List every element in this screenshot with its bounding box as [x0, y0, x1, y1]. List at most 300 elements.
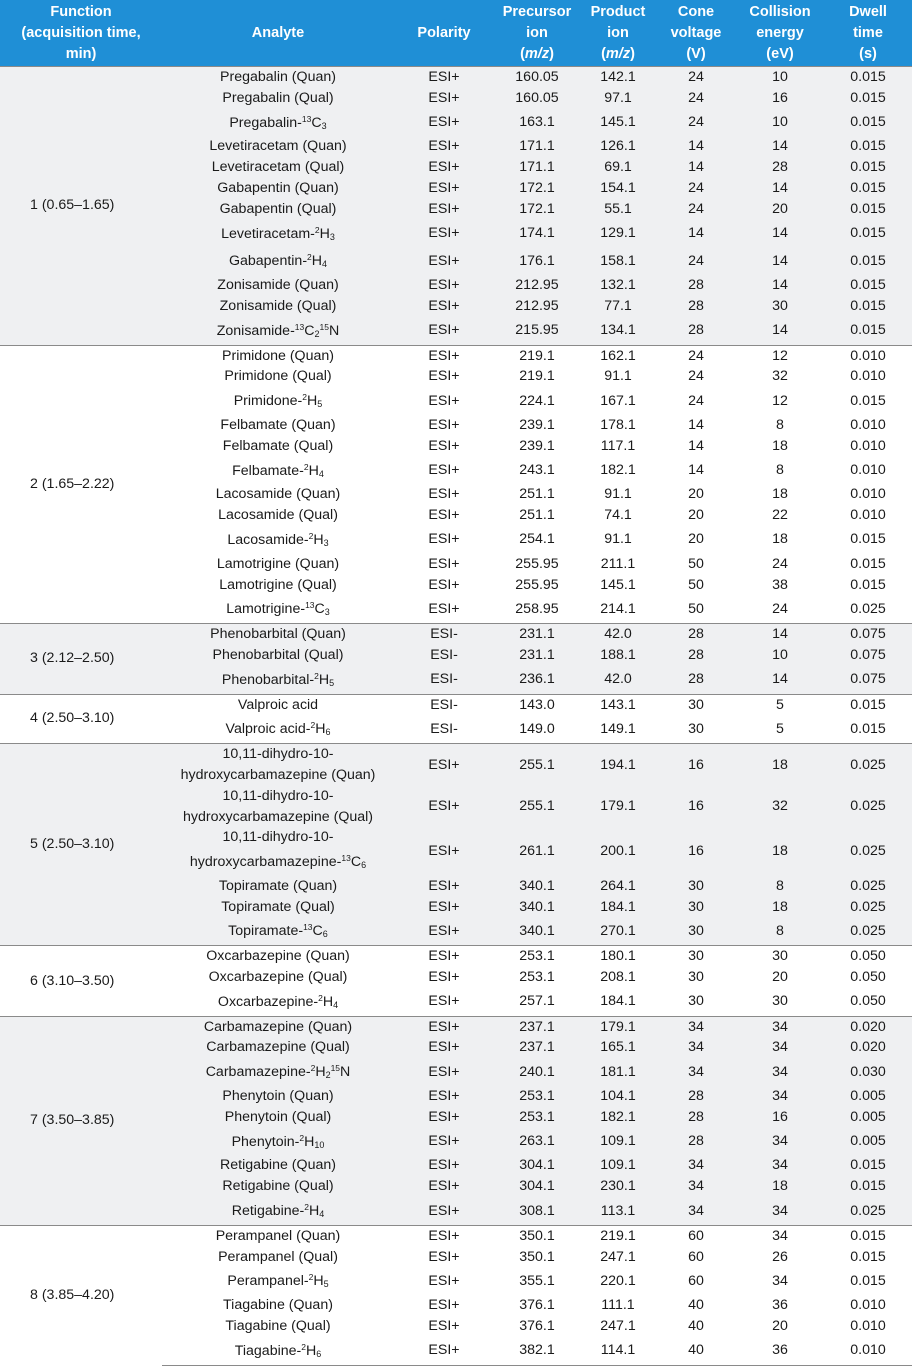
- analyte-cell: Lamotrigine-$^{13}C_3$: [162, 595, 394, 623]
- collision-cell: 5: [736, 715, 824, 743]
- polarity-cell: ESI+: [394, 345, 494, 366]
- cone-cell: 34: [656, 1037, 736, 1058]
- product-cell: 264.1: [580, 876, 656, 897]
- collision-cell: 22: [736, 505, 824, 526]
- collision-cell: 8: [736, 457, 824, 485]
- analyte-cell: Valproic acid-$^2H_6$: [162, 715, 394, 743]
- product-cell: 97.1: [580, 88, 656, 109]
- cone-cell: 24: [656, 247, 736, 275]
- polarity-cell: ESI+: [394, 827, 494, 876]
- product-cell: 91.1: [580, 484, 656, 505]
- cone-cell: 28: [656, 1107, 736, 1128]
- product-cell: 42.0: [580, 666, 656, 694]
- collision-cell: 36: [736, 1295, 824, 1316]
- cone-cell: 14: [656, 436, 736, 457]
- collision-cell: 32: [736, 366, 824, 387]
- product-cell: 247.1: [580, 1316, 656, 1337]
- collision-cell: 8: [736, 917, 824, 945]
- polarity-cell: ESI+: [394, 786, 494, 828]
- dwell-cell: 0.015: [824, 220, 912, 248]
- analyte-cell: Felbamate-$^2H_4$: [162, 457, 394, 485]
- function-group: [0, 694, 912, 744]
- precursor-cell: 224.1: [494, 387, 580, 415]
- polarity-cell: ESI+: [394, 946, 494, 967]
- polarity-cell: ESI+: [394, 157, 494, 178]
- analyte-cell: Tiagabine-$^2H_6$: [162, 1337, 394, 1365]
- polarity-cell: ESI+: [394, 247, 494, 275]
- product-cell: 134.1: [580, 317, 656, 345]
- analyte-cell: Primidone-$^2H_5$: [162, 387, 394, 415]
- dwell-cell: 0.025: [824, 827, 912, 876]
- collision-cell: 34: [736, 1225, 824, 1246]
- polarity-cell: ESI+: [394, 1107, 494, 1128]
- collision-cell: 14: [736, 178, 824, 199]
- dwell-cell: 0.050: [824, 967, 912, 988]
- function-cell: 3 (2.12–2.50): [0, 624, 162, 694]
- product-cell: 142.1: [580, 67, 656, 88]
- cone-cell: 34: [656, 1155, 736, 1176]
- precursor-cell: 172.1: [494, 178, 580, 199]
- dwell-cell: 0.015: [824, 1155, 912, 1176]
- precursor-cell: 255.1: [494, 744, 580, 786]
- precursor-cell: 376.1: [494, 1295, 580, 1316]
- analyte-cell: Phenobarbital (Qual): [162, 645, 394, 666]
- analyte-cell: Levetiracetam (Quan): [162, 136, 394, 157]
- polarity-cell: ESI+: [394, 744, 494, 786]
- collision-cell: 14: [736, 624, 824, 645]
- cone-cell: 60: [656, 1225, 736, 1246]
- product-cell: 158.1: [580, 247, 656, 275]
- dwell-cell: 0.005: [824, 1107, 912, 1128]
- precursor-cell: 253.1: [494, 967, 580, 988]
- analyte-cell: Perampanel (Quan): [162, 1225, 394, 1246]
- product-cell: 149.1: [580, 715, 656, 743]
- collision-cell: 28: [736, 157, 824, 178]
- collision-cell: 18: [736, 526, 824, 554]
- analyte-cell: Pregabalin (Quan): [162, 67, 394, 88]
- polarity-cell: ESI+: [394, 109, 494, 137]
- dwell-cell: 0.010: [824, 345, 912, 366]
- analyte-cell: Topiramate (Qual): [162, 897, 394, 918]
- polarity-cell: ESI+: [394, 1176, 494, 1197]
- precursor-cell: 212.95: [494, 296, 580, 317]
- product-cell: 109.1: [580, 1128, 656, 1156]
- collision-cell: 32: [736, 786, 824, 828]
- precursor-cell: 172.1: [494, 199, 580, 220]
- function-group: [0, 1016, 912, 1225]
- function-group: [0, 1225, 912, 1365]
- polarity-cell: ESI+: [394, 317, 494, 345]
- function-group: [0, 624, 912, 694]
- function-cell: 7 (3.50–3.85): [0, 1016, 162, 1225]
- dwell-cell: 0.010: [824, 366, 912, 387]
- collision-cell: 34: [736, 1037, 824, 1058]
- function-cell: 1 (0.65–1.65): [0, 67, 162, 346]
- polarity-cell: ESI+: [394, 415, 494, 436]
- cone-cell: 24: [656, 387, 736, 415]
- precursor-cell: 263.1: [494, 1128, 580, 1156]
- precursor-cell: 350.1: [494, 1247, 580, 1268]
- precursor-cell: 236.1: [494, 666, 580, 694]
- polarity-cell: ESI+: [394, 275, 494, 296]
- analyte-cell: Retigabine-$^2H_4$: [162, 1197, 394, 1225]
- collision-cell: 14: [736, 275, 824, 296]
- collision-cell: 34: [736, 1155, 824, 1176]
- collision-cell: 14: [736, 220, 824, 248]
- precursor-cell: 304.1: [494, 1176, 580, 1197]
- analyte-cell: Phenobarbital-$^2H_5$: [162, 666, 394, 694]
- polarity-cell: ESI+: [394, 1197, 494, 1225]
- precursor-cell: 143.0: [494, 694, 580, 715]
- product-cell: 247.1: [580, 1247, 656, 1268]
- analyte-cell: Retigabine (Quan): [162, 1155, 394, 1176]
- cone-cell: 30: [656, 917, 736, 945]
- precursor-cell: 149.0: [494, 715, 580, 743]
- col-header-function: Function (acquisition time, min): [0, 0, 162, 67]
- collision-cell: 14: [736, 136, 824, 157]
- polarity-cell: ESI+: [394, 1316, 494, 1337]
- polarity-cell: ESI+: [394, 88, 494, 109]
- dwell-cell: 0.015: [824, 88, 912, 109]
- analyte-cell: Retigabine (Qual): [162, 1176, 394, 1197]
- dwell-cell: 0.015: [824, 275, 912, 296]
- analyte-cell: Lamotrigine (Quan): [162, 554, 394, 575]
- precursor-cell: 212.95: [494, 275, 580, 296]
- cone-cell: 50: [656, 595, 736, 623]
- polarity-cell: ESI+: [394, 484, 494, 505]
- analyte-cell: Levetiracetam (Qual): [162, 157, 394, 178]
- product-cell: 180.1: [580, 946, 656, 967]
- cone-cell: 24: [656, 366, 736, 387]
- collision-cell: 34: [736, 1197, 824, 1225]
- table-row: [0, 694, 912, 715]
- cone-cell: 14: [656, 457, 736, 485]
- cone-cell: 24: [656, 67, 736, 88]
- cone-cell: 28: [656, 645, 736, 666]
- function-group: [0, 67, 912, 346]
- cone-cell: 28: [656, 1086, 736, 1107]
- dwell-cell: 0.050: [824, 988, 912, 1016]
- dwell-cell: 0.015: [824, 1176, 912, 1197]
- polarity-cell: ESI+: [394, 436, 494, 457]
- cone-cell: 40: [656, 1295, 736, 1316]
- dwell-cell: 0.025: [824, 744, 912, 786]
- dwell-cell: 0.025: [824, 917, 912, 945]
- polarity-cell: ESI+: [394, 1086, 494, 1107]
- product-cell: 200.1: [580, 827, 656, 876]
- precursor-cell: 253.1: [494, 946, 580, 967]
- collision-cell: 5: [736, 694, 824, 715]
- analyte-cell: Valproic acid: [162, 694, 394, 715]
- precursor-cell: 254.1: [494, 526, 580, 554]
- polarity-cell: ESI+: [394, 1247, 494, 1268]
- product-cell: 162.1: [580, 345, 656, 366]
- cone-cell: 30: [656, 694, 736, 715]
- product-cell: 74.1: [580, 505, 656, 526]
- collision-cell: 34: [736, 1016, 824, 1037]
- precursor-cell: 350.1: [494, 1225, 580, 1246]
- product-cell: 270.1: [580, 917, 656, 945]
- product-cell: 181.1: [580, 1058, 656, 1086]
- table-row: [0, 67, 912, 88]
- analyte-cell: Gabapentin (Qual): [162, 199, 394, 220]
- cone-cell: 30: [656, 876, 736, 897]
- function-cell: 2 (1.65–2.22): [0, 345, 162, 624]
- precursor-cell: 215.95: [494, 317, 580, 345]
- collision-cell: 14: [736, 247, 824, 275]
- product-cell: 214.1: [580, 595, 656, 623]
- analyte-cell: Carbamazepine-$^2H_2^{15}N$: [162, 1058, 394, 1086]
- product-cell: 129.1: [580, 220, 656, 248]
- cone-cell: 20: [656, 526, 736, 554]
- analyte-cell: Zonisamide (Quan): [162, 275, 394, 296]
- polarity-cell: ESI+: [394, 199, 494, 220]
- collision-cell: 34: [736, 1267, 824, 1295]
- polarity-cell: ESI-: [394, 624, 494, 645]
- precursor-cell: 240.1: [494, 1058, 580, 1086]
- dwell-cell: 0.015: [824, 1225, 912, 1246]
- polarity-cell: ESI+: [394, 505, 494, 526]
- product-cell: 126.1: [580, 136, 656, 157]
- function-group: [0, 345, 912, 624]
- cone-cell: 60: [656, 1247, 736, 1268]
- collision-cell: 18: [736, 744, 824, 786]
- collision-cell: 18: [736, 436, 824, 457]
- product-cell: 182.1: [580, 1107, 656, 1128]
- collision-cell: 10: [736, 645, 824, 666]
- precursor-cell: 171.1: [494, 136, 580, 157]
- polarity-cell: ESI+: [394, 178, 494, 199]
- product-cell: 117.1: [580, 436, 656, 457]
- polarity-cell: ESI+: [394, 220, 494, 248]
- precursor-cell: 255.95: [494, 575, 580, 596]
- polarity-cell: ESI+: [394, 1016, 494, 1037]
- collision-cell: 24: [736, 554, 824, 575]
- col-header-precursor-ion: Precursor ion (m/z): [494, 0, 580, 67]
- dwell-cell: 0.015: [824, 109, 912, 137]
- collision-cell: 8: [736, 876, 824, 897]
- product-cell: 104.1: [580, 1086, 656, 1107]
- dwell-cell: 0.010: [824, 505, 912, 526]
- analyte-cell: Lacosamide (Quan): [162, 484, 394, 505]
- cone-cell: 14: [656, 136, 736, 157]
- collision-cell: 18: [736, 1176, 824, 1197]
- col-header-product-ion: Product ion (m/z): [580, 0, 656, 67]
- product-cell: 211.1: [580, 554, 656, 575]
- cone-cell: 24: [656, 88, 736, 109]
- precursor-cell: 176.1: [494, 247, 580, 275]
- analyte-cell: Lacosamide-$^2H_3$: [162, 526, 394, 554]
- cone-cell: 14: [656, 415, 736, 436]
- precursor-cell: 171.1: [494, 157, 580, 178]
- cone-cell: 40: [656, 1337, 736, 1365]
- cone-cell: 16: [656, 827, 736, 876]
- dwell-cell: 0.005: [824, 1086, 912, 1107]
- precursor-cell: 160.05: [494, 67, 580, 88]
- collision-cell: 18: [736, 897, 824, 918]
- product-cell: 55.1: [580, 199, 656, 220]
- precursor-cell: 340.1: [494, 917, 580, 945]
- product-cell: 178.1: [580, 415, 656, 436]
- dwell-cell: 0.025: [824, 897, 912, 918]
- analyte-cell: Pregabalin-$^{13}C_3$: [162, 109, 394, 137]
- function-cell: 8 (3.85–4.20): [0, 1225, 162, 1365]
- dwell-cell: 0.010: [824, 1295, 912, 1316]
- product-cell: 182.1: [580, 457, 656, 485]
- product-cell: 154.1: [580, 178, 656, 199]
- cone-cell: 28: [656, 275, 736, 296]
- dwell-cell: 0.020: [824, 1037, 912, 1058]
- analyte-cell: Tiagabine (Quan): [162, 1295, 394, 1316]
- dwell-cell: 0.010: [824, 484, 912, 505]
- analyte-cell: 10,11-dihydro-10- hydroxycarbamazepine (Qual): [162, 786, 394, 828]
- collision-cell: 16: [736, 1107, 824, 1128]
- precursor-cell: 355.1: [494, 1267, 580, 1295]
- product-cell: 194.1: [580, 744, 656, 786]
- dwell-cell: 0.015: [824, 296, 912, 317]
- cone-cell: 28: [656, 666, 736, 694]
- precursor-cell: 231.1: [494, 624, 580, 645]
- dwell-cell: 0.015: [824, 694, 912, 715]
- table-row: [0, 946, 912, 967]
- precursor-cell: 308.1: [494, 1197, 580, 1225]
- dwell-cell: 0.030: [824, 1058, 912, 1086]
- cone-cell: 28: [656, 317, 736, 345]
- analyte-cell: Phenytoin (Qual): [162, 1107, 394, 1128]
- precursor-cell: 340.1: [494, 897, 580, 918]
- dwell-cell: 0.015: [824, 1247, 912, 1268]
- cone-cell: 50: [656, 554, 736, 575]
- product-cell: 165.1: [580, 1037, 656, 1058]
- precursor-cell: 257.1: [494, 988, 580, 1016]
- precursor-cell: 174.1: [494, 220, 580, 248]
- collision-cell: 10: [736, 67, 824, 88]
- collision-cell: 34: [736, 1086, 824, 1107]
- cone-cell: 34: [656, 1197, 736, 1225]
- product-cell: 179.1: [580, 786, 656, 828]
- product-cell: 145.1: [580, 109, 656, 137]
- cone-cell: 30: [656, 946, 736, 967]
- function-cell: 4 (2.50–3.10): [0, 694, 162, 744]
- polarity-cell: ESI+: [394, 366, 494, 387]
- analyte-cell: Topiramate-$^{13}C_6$: [162, 917, 394, 945]
- polarity-cell: ESI+: [394, 1225, 494, 1246]
- function-cell: 5 (2.50–3.10): [0, 744, 162, 946]
- polarity-cell: ESI+: [394, 526, 494, 554]
- polarity-cell: ESI+: [394, 917, 494, 945]
- cone-cell: 28: [656, 624, 736, 645]
- polarity-cell: ESI+: [394, 876, 494, 897]
- analyte-cell: Oxcarbazepine (Quan): [162, 946, 394, 967]
- dwell-cell: 0.075: [824, 645, 912, 666]
- collision-cell: 20: [736, 967, 824, 988]
- cone-cell: 34: [656, 1058, 736, 1086]
- collision-cell: 38: [736, 575, 824, 596]
- product-cell: 230.1: [580, 1176, 656, 1197]
- dwell-cell: 0.010: [824, 1316, 912, 1337]
- dwell-cell: 0.025: [824, 876, 912, 897]
- collision-cell: 36: [736, 1337, 824, 1365]
- analyte-cell: Phenytoin (Quan): [162, 1086, 394, 1107]
- polarity-cell: ESI+: [394, 296, 494, 317]
- product-cell: 208.1: [580, 967, 656, 988]
- polarity-cell: ESI+: [394, 1128, 494, 1156]
- dwell-cell: 0.015: [824, 387, 912, 415]
- product-cell: 69.1: [580, 157, 656, 178]
- analyte-cell: Phenobarbital (Quan): [162, 624, 394, 645]
- dwell-cell: 0.015: [824, 715, 912, 743]
- cone-cell: 24: [656, 178, 736, 199]
- analyte-cell: Zonisamide-$^{13}C_2^{15}N$: [162, 317, 394, 345]
- collision-cell: 12: [736, 345, 824, 366]
- analyte-cell: 10,11-dihydro-10- hydroxycarbamazepine (Quan): [162, 744, 394, 786]
- function-group: [0, 946, 912, 1016]
- dwell-cell: 0.015: [824, 136, 912, 157]
- dwell-cell: 0.015: [824, 526, 912, 554]
- collision-cell: 10: [736, 109, 824, 137]
- dwell-cell: 0.010: [824, 1337, 912, 1365]
- dwell-cell: 0.025: [824, 1197, 912, 1225]
- precursor-cell: 243.1: [494, 457, 580, 485]
- product-cell: 179.1: [580, 1016, 656, 1037]
- collision-cell: 16: [736, 88, 824, 109]
- product-cell: 145.1: [580, 575, 656, 596]
- collision-cell: 34: [736, 1128, 824, 1156]
- polarity-cell: ESI+: [394, 988, 494, 1016]
- precursor-cell: 231.1: [494, 645, 580, 666]
- analyte-cell: Felbamate (Qual): [162, 436, 394, 457]
- cone-cell: 34: [656, 1016, 736, 1037]
- collision-cell: 8: [736, 415, 824, 436]
- collision-cell: 24: [736, 595, 824, 623]
- cone-cell: 16: [656, 786, 736, 828]
- analyte-cell: Gabapentin-$^2H_4$: [162, 247, 394, 275]
- analyte-cell: Primidone (Qual): [162, 366, 394, 387]
- product-cell: 42.0: [580, 624, 656, 645]
- cone-cell: 16: [656, 744, 736, 786]
- cone-cell: 14: [656, 157, 736, 178]
- cone-cell: 30: [656, 988, 736, 1016]
- cone-cell: 30: [656, 897, 736, 918]
- dwell-cell: 0.050: [824, 946, 912, 967]
- polarity-cell: ESI+: [394, 67, 494, 88]
- col-header-polarity: Polarity: [394, 0, 494, 67]
- analyte-cell: Gabapentin (Quan): [162, 178, 394, 199]
- polarity-cell: ESI+: [394, 1058, 494, 1086]
- product-cell: 219.1: [580, 1225, 656, 1246]
- product-cell: 91.1: [580, 526, 656, 554]
- precursor-cell: 253.1: [494, 1086, 580, 1107]
- precursor-cell: 304.1: [494, 1155, 580, 1176]
- polarity-cell: ESI+: [394, 1295, 494, 1316]
- cone-cell: 60: [656, 1267, 736, 1295]
- precursor-cell: 251.1: [494, 505, 580, 526]
- product-cell: 113.1: [580, 1197, 656, 1225]
- dwell-cell: 0.015: [824, 554, 912, 575]
- collision-cell: 30: [736, 296, 824, 317]
- collision-cell: 34: [736, 1058, 824, 1086]
- product-cell: 184.1: [580, 897, 656, 918]
- product-cell: 188.1: [580, 645, 656, 666]
- cone-cell: 24: [656, 109, 736, 137]
- table-row: [0, 1016, 912, 1037]
- cone-cell: 28: [656, 1128, 736, 1156]
- analyte-cell: Phenytoin-$^2H_{10}$: [162, 1128, 394, 1156]
- analyte-cell: Primidone (Quan): [162, 345, 394, 366]
- precursor-cell: 237.1: [494, 1016, 580, 1037]
- precursor-cell: 382.1: [494, 1337, 580, 1365]
- precursor-cell: 239.1: [494, 436, 580, 457]
